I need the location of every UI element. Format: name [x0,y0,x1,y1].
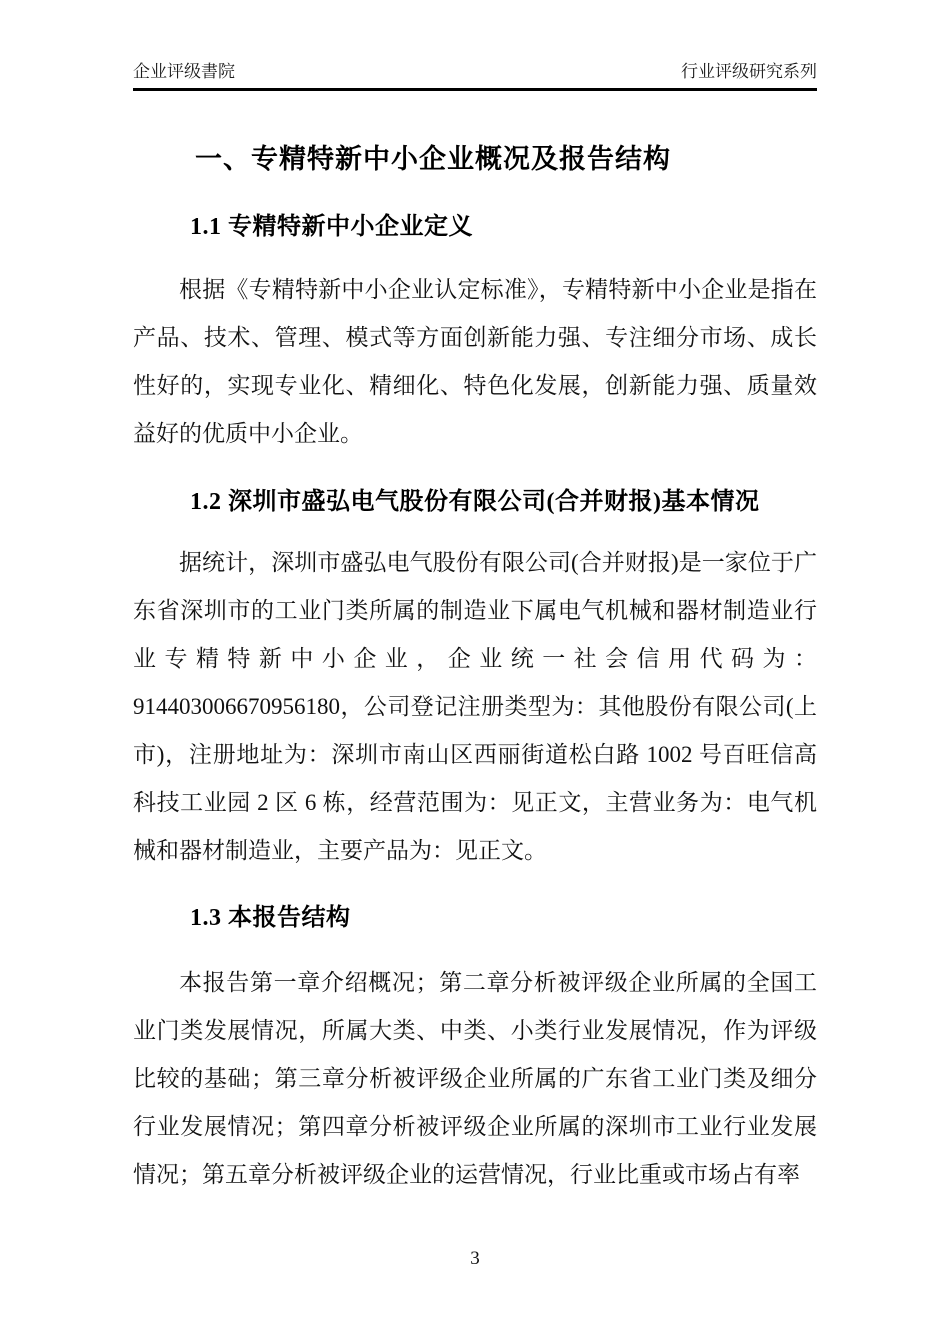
section-1-1 [133,213,817,458]
section-1-1-heading: 1.1 专精特新中小企业定义 [190,214,473,240]
page-number: 3 [470,1248,480,1269]
section-1-3-heading: 1.3 本报告结构 [190,905,351,931]
section-1-2-paragraph: 据统计，深圳市盛弘电气股份有限公司(合并财报)是一家位于广东省深圳市的工业门类所属的制造业下属电气机械和器材制造业行业专精特新中小企业，企业统一社会信用代码为：914403006670956180，公司登记注册类型为：其他股份有限公司(上市)，注册地址为：深圳市南山区西丽街道松白路 1002 号百旺信高科技工业园 2 区 6 栋，经营范围为：见正文，主营业务为：电气机械和器材制造业，主要产品为：见正文。 [133,550,817,863]
section-1-2 [133,488,817,875]
chapter-title: 一、专精特新中小企业概况及报告结构 [195,144,671,174]
section-1-3-paragraph: 本报告第一章介绍概况；第二章分析被评级企业所属的全国工业门类发展情况，所属大类、中类、小类行业发展情况，作为评级比较的基础；第三章分析被评级企业所属的广东省工业门类及细分行业发展情况；第四章分析被评级企业所属的深圳市工业行业发展情况；第五章分析被评级企业的运营情况，行业比重或市场占有率 [133,970,817,1187]
section-1-3 [133,904,817,1199]
running-header [133,0,817,91]
section-1-2-heading: 1.2 深圳市盛弘电气股份有限公司(合并财报)基本情况 [190,489,760,515]
header-right-text: 行业评级研究系列 [681,62,817,81]
section-1-1-paragraph: 根据《专精特新中小企业认定标准》，专精特新中小企业是指在产品、技术、管理、模式等方面创新能力强、专注细分市场、成长性好的，实现专业化、精细化、特色化发展，创新能力强、质量效益好的优质中小企业。 [133,277,817,446]
header-left-text: 企业评级書院 [133,62,235,81]
